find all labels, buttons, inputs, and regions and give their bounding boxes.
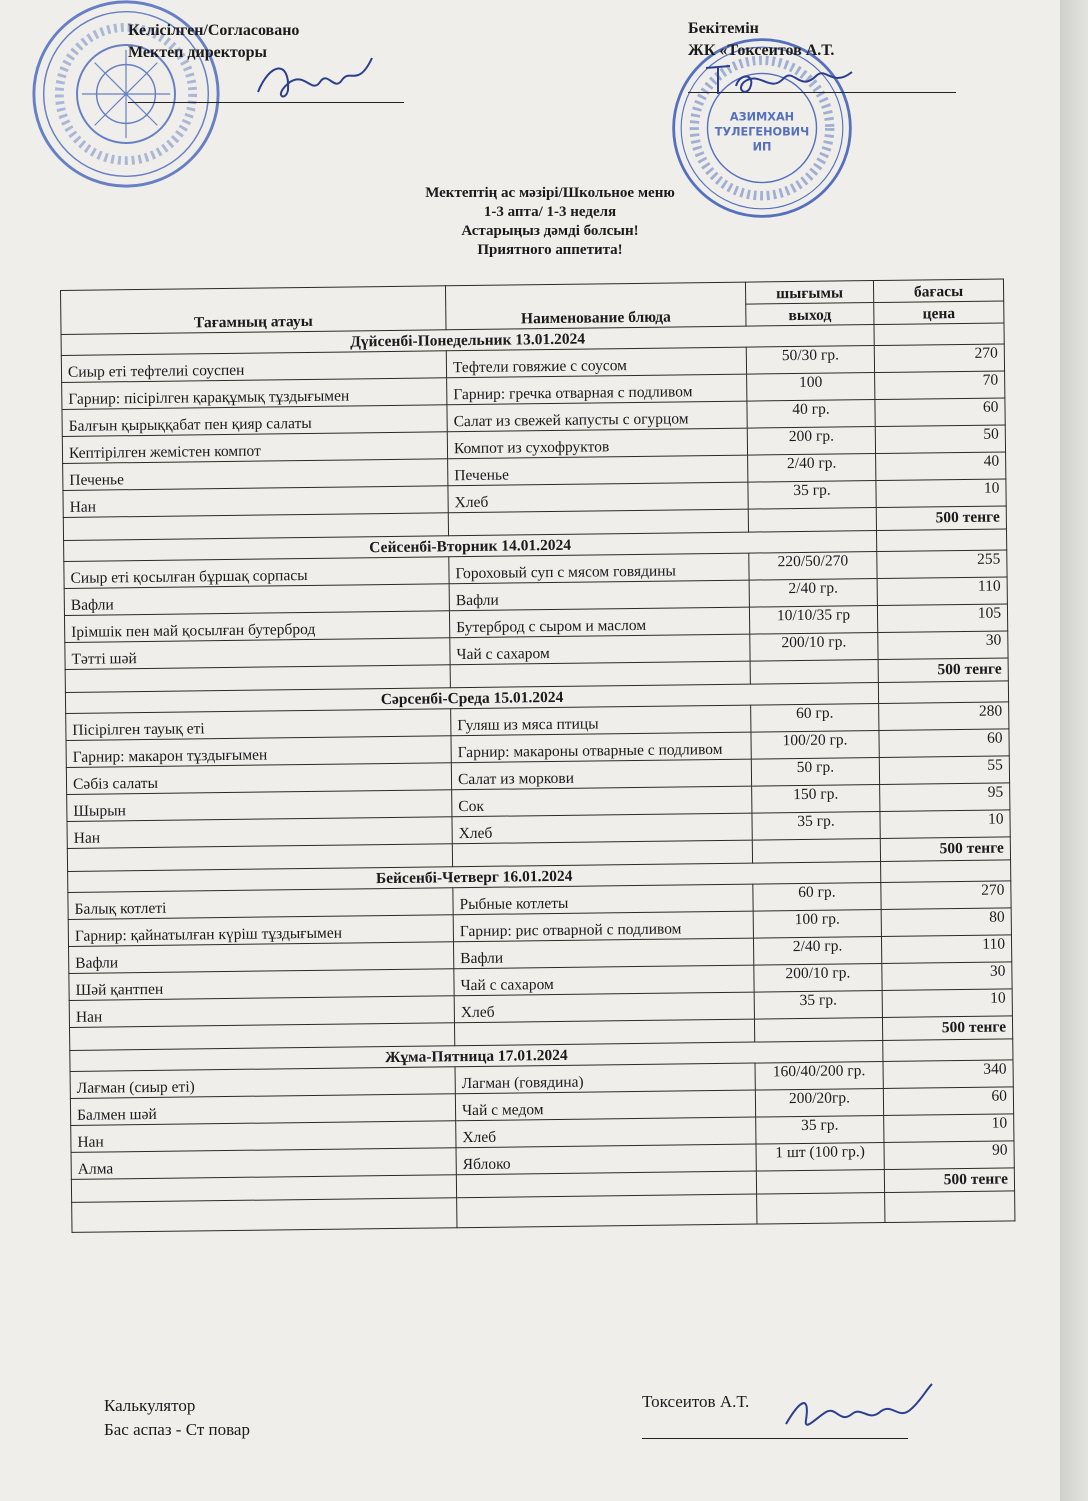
dish-name-ru: Салат из моркови	[451, 759, 751, 790]
dish-name-kz: Шәй қантпен	[69, 969, 454, 1001]
dish-name-kz: Балғын қырыққабат пен қияр салаты	[62, 405, 447, 437]
dish-name-ru: Хлеб	[448, 482, 748, 513]
empty-cell	[876, 529, 1006, 552]
dish-output: 200 гр.	[747, 427, 875, 456]
director-label: Мектеп директоры	[128, 44, 267, 61]
title-line: Астарыңыз дәмді болсын!	[461, 223, 639, 239]
dish-name-ru: Чай с медом	[455, 1090, 755, 1121]
dish-name-kz: Вафли	[69, 942, 454, 974]
dish-name-kz: Гарнир: қайнатылған күріш тұздығымен	[68, 915, 453, 947]
dish-name-kz: Ірімшік пен май қосылған бутерброд	[64, 611, 449, 643]
dish-name-ru: Лагман (говядина)	[455, 1063, 755, 1094]
dish-name-ru: Салат из свежей капусты с огурцом	[447, 401, 747, 432]
empty-cell	[72, 1198, 457, 1233]
dish-name-ru: Хлеб	[452, 813, 752, 844]
empty-cell	[748, 508, 876, 533]
dish-name-ru: Рыбные котлеты	[453, 884, 753, 915]
background-surface	[1060, 0, 1088, 1501]
seal-line: ТУЛЕГЕНОВИЧ	[714, 125, 810, 139]
dish-price: 10	[884, 1114, 1014, 1143]
dish-price: 40	[876, 452, 1006, 481]
empty-cell	[750, 660, 878, 685]
dish-name-ru: Гарнир: рис отварной с подливом	[453, 911, 753, 942]
dish-price: 340	[883, 1060, 1013, 1089]
dish-output: 2/40 гр.	[749, 579, 877, 608]
dish-output: 150 гр.	[752, 785, 880, 814]
header-kz: Тағамның атауы	[61, 286, 447, 335]
dish-name-kz: Балмен шәй	[70, 1094, 455, 1126]
dish-price: 10	[882, 989, 1012, 1018]
dish-output: 2/40 гр.	[748, 454, 876, 483]
dish-name-kz: Пісірілген тауық еті	[66, 709, 451, 741]
empty-cell	[457, 1194, 757, 1228]
dish-name-kz: Шырын	[67, 790, 452, 822]
dish-name-ru: Чай с сахаром	[454, 965, 754, 996]
dish-price: 50	[875, 425, 1005, 454]
dish-name-ru: Печенье	[448, 455, 748, 486]
dish-output: 1 шт (100 гр.)	[756, 1142, 884, 1171]
menu-table	[60, 278, 1015, 1232]
dish-output: 160/40/200 гр.	[755, 1062, 883, 1091]
day-total: 500 тенге	[882, 1016, 1012, 1041]
day-title: Бейсенбі-Четверг 16.01.2024	[68, 862, 881, 893]
dish-output: 200/20гр.	[755, 1089, 883, 1118]
dish-output: 2/40 гр.	[753, 937, 881, 966]
dish-name-kz: Алма	[71, 1148, 456, 1180]
dish-output: 35 гр.	[752, 812, 880, 841]
dish-name-kz: Нан	[63, 486, 448, 518]
menu-title	[330, 184, 770, 260]
dish-name-kz: Тәтті шәй	[65, 638, 450, 670]
day-title: Дүйсенбі-Понедельник 13.01.2024	[61, 325, 874, 356]
header-ru: Наименование блюда	[445, 282, 746, 330]
empty-cell	[878, 681, 1008, 704]
dish-output: 35 гр.	[754, 991, 882, 1020]
dish-price: 30	[878, 631, 1008, 660]
dish-price: 110	[881, 935, 1011, 964]
dish-price: 60	[875, 398, 1005, 427]
dish-name-ru: Гарнир: макароны отварные с подливом	[451, 732, 751, 763]
empty-cell	[756, 1169, 884, 1194]
dish-price: 270	[874, 344, 1004, 373]
title-line: 1-3 апта/ 1-3 неделя	[483, 204, 617, 220]
entrepreneur-label: ЖК «Токсеитов А.Т.	[688, 42, 835, 59]
dish-price: 255	[877, 550, 1007, 579]
dish-output: 100/20 гр.	[751, 731, 879, 760]
dish-price: 105	[877, 604, 1007, 633]
dish-name-ru: Сок	[452, 786, 752, 817]
dish-output: 60 гр.	[751, 704, 879, 733]
dish-name-kz: Нан	[69, 996, 454, 1028]
dish-output: 200/10 гр.	[754, 964, 882, 993]
dish-name-kz: Нан	[67, 817, 452, 849]
dish-name-kz: Нан	[71, 1121, 456, 1153]
dish-price: 270	[881, 881, 1011, 910]
footer-signature	[780, 1380, 940, 1440]
dish-name-kz: Гарнир: пісірілген қарақұмық тұздығымен	[62, 378, 447, 410]
dish-output: 10/10/35 гр	[749, 606, 877, 635]
chef-label: Бас аспаз - Ст повар	[104, 1420, 250, 1439]
empty-cell	[754, 1018, 882, 1043]
dish-name-ru: Гарнир: гречка отварная с подливом	[447, 374, 747, 405]
approval-label: Келісілген/Согласовано	[128, 22, 300, 39]
dish-name-ru: Бутерброд с сыром и маслом	[449, 607, 749, 638]
dish-name-ru: Хлеб	[454, 992, 754, 1023]
calculator-label: Калькулятор	[104, 1396, 196, 1415]
dish-price: 10	[876, 479, 1006, 508]
dish-price: 60	[879, 729, 1009, 758]
confirmation-label: Бекітемін	[688, 20, 759, 37]
header-output-kz: шығымы	[745, 281, 873, 305]
dish-price: 10	[880, 810, 1010, 839]
dish-name-ru: Компот из сухофруктов	[447, 428, 747, 459]
entrepreneur-signature	[700, 54, 860, 104]
dish-price: 280	[879, 702, 1009, 731]
seal-line: АЗИМХАН	[729, 110, 795, 124]
dish-name-ru: Гороховый суп с мясом говядины	[449, 553, 749, 584]
dish-price: 80	[881, 908, 1011, 937]
dish-name-kz: Лағман (сиыр еті)	[70, 1067, 455, 1099]
dish-name-ru: Чай с сахаром	[450, 634, 750, 665]
empty-cell	[752, 839, 880, 864]
header-output-ru: выход	[746, 303, 874, 327]
day-total: 500 тенге	[884, 1168, 1014, 1193]
dish-name-ru: Яблоко	[456, 1144, 756, 1175]
dish-name-kz: Кептірілген жемістен компот	[62, 432, 447, 464]
director-signature	[250, 52, 380, 112]
dish-output: 220/50/270	[749, 552, 877, 581]
day-title: Сейсенбі-Вторник 14.01.2024	[64, 531, 877, 562]
header-price-kz: бағасы	[873, 279, 1003, 303]
dish-name-kz: Вафли	[64, 584, 449, 616]
footer-roles	[104, 1394, 250, 1442]
dish-name-ru: Вафли	[449, 580, 749, 611]
dish-price: 55	[879, 756, 1009, 785]
dish-name-ru: Тефтели говяжие с соусом	[446, 347, 746, 378]
dish-output: 35 гр.	[756, 1115, 884, 1144]
dish-name-kz: Гарнир: макарон тұздығымен	[66, 736, 451, 768]
dish-name-kz: Балық котлеті	[68, 888, 453, 920]
empty-cell	[885, 1191, 1015, 1223]
empty-cell	[874, 323, 1004, 346]
empty-cell	[881, 860, 1011, 883]
dish-output: 60 гр.	[753, 883, 881, 912]
day-title: Сәрсенбі-Среда 15.01.2024	[65, 683, 878, 714]
dish-price: 30	[882, 962, 1012, 991]
dish-name-ru: Гуляш из мяса птицы	[451, 705, 751, 736]
dish-price: 70	[875, 371, 1005, 400]
dish-name-ru: Вафли	[453, 938, 753, 969]
header-price-ru: цена	[874, 301, 1004, 325]
footer-name: Токсеитов А.Т.	[642, 1392, 750, 1411]
dish-price: 110	[877, 577, 1007, 606]
day-total: 500 тенге	[876, 506, 1006, 531]
dish-output: 40 гр.	[747, 400, 875, 429]
seal-line: ИП	[752, 140, 772, 154]
title-line: Мектептің ас мәзірі/Школьное меню	[425, 185, 675, 201]
dish-name-kz: Сиыр еті қосылған бұршақ сорпасы	[64, 557, 449, 589]
empty-cell	[757, 1192, 885, 1224]
dish-name-kz: Сәбіз салаты	[66, 763, 451, 795]
dish-output: 50 гр.	[751, 758, 879, 787]
dish-output: 100 гр.	[753, 910, 881, 939]
dish-price: 60	[883, 1087, 1013, 1116]
empty-cell	[883, 1039, 1013, 1062]
dish-price: 95	[880, 783, 1010, 812]
day-title: Жұма-Пятница 17.01.2024	[70, 1041, 883, 1072]
day-total: 500 тенге	[880, 837, 1010, 862]
dish-name-kz: Печенье	[63, 459, 448, 491]
dish-name-ru: Хлеб	[456, 1117, 756, 1148]
title-line: Приятного аппетита!	[477, 242, 623, 258]
dish-output: 50/30 гр.	[746, 346, 874, 375]
dish-name-kz: Сиыр еті тефтелиі соуспен	[61, 351, 446, 383]
dish-output: 35 гр.	[748, 481, 876, 510]
dish-output: 100	[747, 373, 875, 402]
dish-price: 90	[884, 1141, 1014, 1170]
dish-output: 200/10 гр.	[750, 633, 878, 662]
day-total: 500 тенге	[878, 658, 1008, 683]
